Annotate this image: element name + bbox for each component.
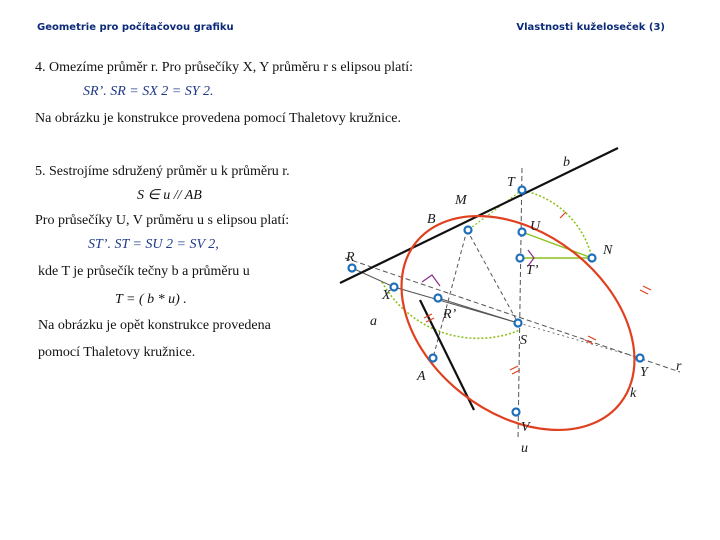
header-course-title: Geometrie pro počítačovou grafiku <box>37 22 234 33</box>
label-x: X <box>382 288 391 303</box>
hatch-marks <box>424 212 651 374</box>
label-r-prime: R’ <box>443 307 457 322</box>
point4-formula: SR’. SR = SX 2 = SY 2. <box>83 84 214 99</box>
label-a-line: a <box>370 314 377 329</box>
point5-relation: S ∈ u // AB <box>137 188 202 203</box>
point-a <box>430 355 437 362</box>
label-n: N <box>603 243 613 258</box>
label-r-line: r <box>676 359 682 374</box>
point-n <box>589 255 596 262</box>
point-s <box>515 320 522 327</box>
line-m-b <box>468 190 522 230</box>
label-a-point: A <box>417 369 426 384</box>
label-u: U <box>530 219 541 234</box>
label-s: S <box>520 333 527 348</box>
point5-note2: pomocí Thaletovy kružnice. <box>38 345 196 360</box>
line-t-u-n <box>522 232 592 258</box>
label-b-point: B <box>427 212 436 227</box>
point4-note: Na obrázku je konstrukce provedena pomocí Thaletovy kružnice. <box>35 111 401 126</box>
label-y: Y <box>640 365 648 380</box>
label-u-line: u <box>521 441 528 456</box>
line-r-x <box>352 268 394 287</box>
point-x <box>391 284 398 291</box>
point5-formula: ST’. ST = SU 2 = SV 2, <box>88 237 219 252</box>
header-slide-title: Vlastnosti kuželoseček (3) <box>516 22 665 33</box>
point5-tdef: T = ( b * u) . <box>115 292 187 307</box>
point-b <box>465 227 472 234</box>
label-t-prime: T’ <box>526 263 539 278</box>
right-angle-marker-x <box>422 275 440 286</box>
point5-title: 5. Sestrojíme sdružený průměr u k průměru r. <box>35 164 290 179</box>
label-k: k <box>630 386 637 401</box>
label-b: b <box>563 155 570 170</box>
label-r-point: R <box>346 250 355 265</box>
label-m: M <box>455 193 467 208</box>
point-u <box>519 229 526 236</box>
label-v: V <box>521 420 530 435</box>
point4-title: 4. Omezíme průměr r. Pro průsečíky X, Y průměru r s elipsou platí: <box>35 60 414 75</box>
diameter-u-line <box>518 168 522 440</box>
point5-intersections: Pro průsečíky U, V průměru u s elipsou platí: <box>35 213 290 228</box>
label-t: T <box>507 175 515 190</box>
point5-note1: Na obrázku je opět konstrukce provedena <box>38 318 271 333</box>
point-r <box>349 265 356 272</box>
point-r-prime <box>435 295 442 302</box>
point-v <box>513 409 520 416</box>
point-y <box>637 355 644 362</box>
point-t-prime <box>517 255 524 262</box>
point-t <box>519 187 526 194</box>
point5-where: kde T je průsečík tečny b a průměru u <box>38 264 250 279</box>
